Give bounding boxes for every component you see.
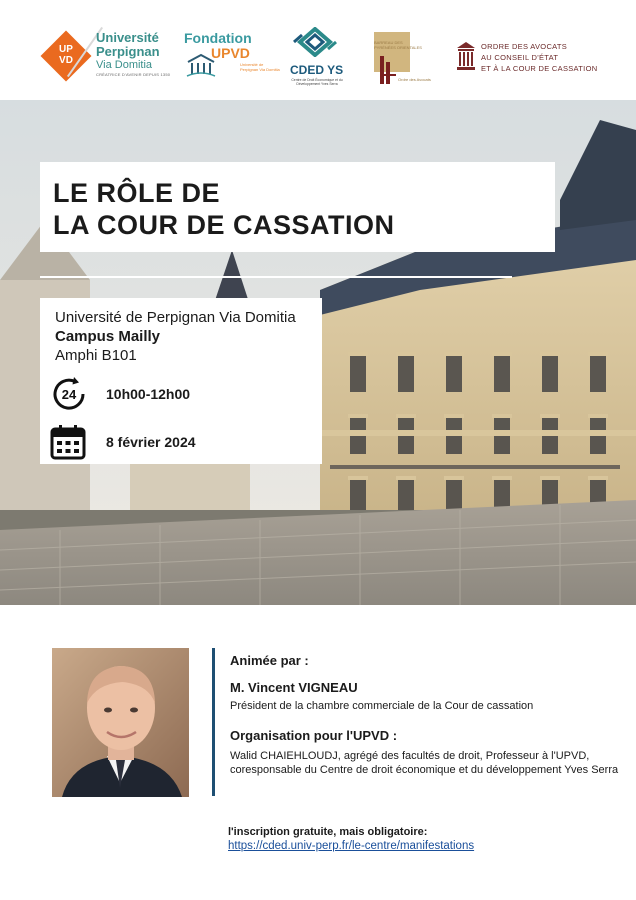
fondation-emblem-icon [186,52,216,78]
ordre-avocats-line3: ET À LA COUR DE CASSATION [481,64,598,73]
clock-24h-icon [49,374,89,414]
organisation-label: Organisation pour l'UPVD : [230,728,398,743]
calendar-icon [50,424,86,460]
clock-badge-text: 24 [61,387,77,402]
fondation-title: Fondation [184,30,252,46]
title-underline-rule [40,276,512,278]
upvd-badge-line2: VD [59,55,73,66]
upvd-name-line3: Via Domitia [96,59,153,71]
ordre-avocats-line2: AU CONSEIL D'ÉTAT [481,53,559,62]
registration-label: l'inscription gratuite, mais obligatoire: [228,826,428,838]
event-title-line1: LE RÔLE DE [53,178,221,208]
upvd-tagline: CRÉATRICE D'AVENIR DEPUIS 1350 [96,72,171,77]
upvd-badge-line1: UP [59,44,73,55]
partner-logos [0,0,636,100]
barreau-pyrenees-small: Ordre des Avocats [398,77,431,82]
animated-by-label: Animée par : [230,653,309,668]
fondation-small-text: Université de Perpignan Via Domitia [240,62,280,72]
event-date: 8 février 2024 [106,434,196,450]
speaker-section-divider [212,648,215,796]
fondation-subtitle: UPVD [211,45,250,61]
cded-subtitle: Centre de Droit Économique et du Développement Yves Serra [291,78,343,86]
cded-name: CDED YS [290,63,344,77]
venue-room: Amphi B101 [55,347,137,364]
speaker-portrait [52,648,189,797]
registration-link[interactable]: https://cded.univ-perp.fr/le-centre/manifestations [228,840,475,852]
event-time: 10h00-12h00 [106,386,191,402]
speaker-name: M. Vincent VIGNEAU [230,680,358,695]
organisation-text: Walid CHAIEHLOUDJ, agrégé des facultés de droit, Professeur à l'UPVD, coresponsable du Centre de droit économique et du développement Yves Serra [230,750,619,776]
upvd-name-line1: Université [96,30,159,45]
venue-university: Université de Perpignan Via Domitia [55,309,296,326]
speaker-role: Président de la chambre commerciale de la Cour de cassation [230,700,534,712]
speaker-portrait-illustration [52,648,189,797]
barreau-pyrenees-text: BARREAU DES PYRÉNÉES ORIENTALES [374,40,422,50]
venue-campus: Campus Mailly [55,328,161,345]
cded-logo-icon [292,27,338,57]
ordre-avocats-building-icon [456,40,476,72]
ordre-avocats-line1: ORDRE DES AVOCATS [481,42,568,51]
event-title-line2: LA COUR DE CASSATION [53,210,395,240]
upvd-name-line2: Perpignan [96,44,160,59]
